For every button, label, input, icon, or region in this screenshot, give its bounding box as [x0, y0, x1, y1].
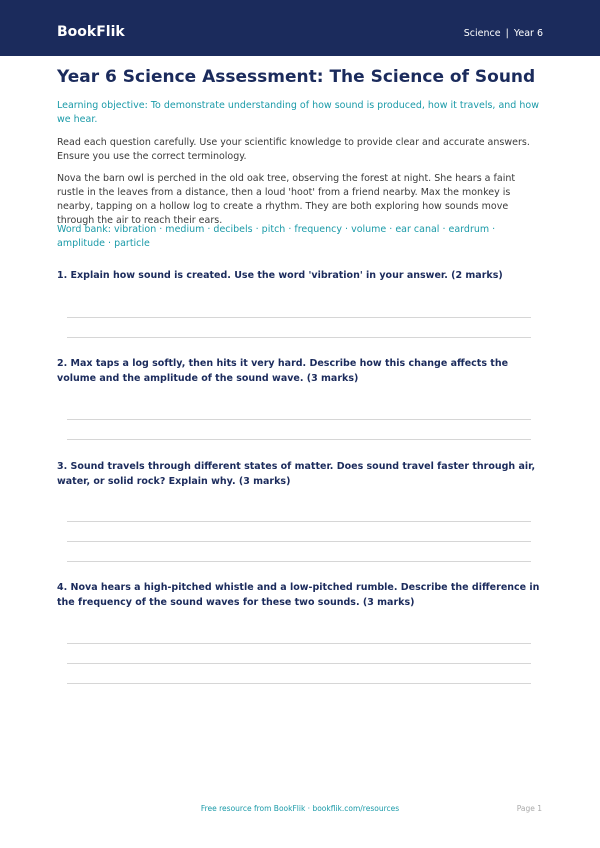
- answer-line-q2-2[interactable]: [67, 439, 531, 440]
- answer-line-q2-1[interactable]: [67, 419, 531, 420]
- page-title: Year 6 Science Assessment: The Science of Sound: [57, 67, 536, 87]
- learning-objective: Learning objective: To demonstrate understanding of how sound is produced, how it travels, and how we hear.: [57, 100, 539, 125]
- answer-line-q1-1[interactable]: [67, 317, 531, 318]
- scenario-text: Nova the barn owl is perched in the old oak tree, observing the forest at night. She hears a faint rustle in the leaves from a distance, then a loud 'hoot' from a friend nearby. Max the monkey is nearby, tapping on a hollow log to create a rhythm. They are both exploring how sounds move through the air to reach their ears.: [57, 173, 516, 226]
- page-number: Page 1: [516, 804, 542, 813]
- answer-line-q3-3[interactable]: [67, 561, 531, 562]
- page-footer: [0, 802, 600, 816]
- header-meta: [464, 27, 543, 41]
- question-1: 1. Explain how sound is created. Use the word 'vibration' in your answer. (2 marks): [57, 270, 503, 281]
- answer-line-q4-1[interactable]: [67, 643, 531, 644]
- question-4: 4. Nova hears a high-pitched whistle and a low-pitched rumble. Describe the difference in the frequency of the sound waves for these two sounds. (3 marks): [57, 582, 540, 608]
- answer-line-q4-2[interactable]: [67, 663, 531, 664]
- question-2: 2. Max taps a log softly, then hits it very hard. Describe how this change affects the volume and the amplitude of the sound wave. (3 marks): [57, 358, 509, 384]
- answer-line-q3-2[interactable]: [67, 541, 531, 542]
- question-3: 3. Sound travels through different states of matter. Does sound travel faster through air, water, or solid rock? Explain why. (3 marks): [57, 461, 536, 487]
- meta-separator: |: [505, 28, 509, 39]
- word-bank: Word bank: vibration · medium · decibels · pitch · frequency · volume · ear canal · eardrum · amplitude · particle: [57, 224, 496, 249]
- brand-logo: BookFlik: [57, 24, 125, 40]
- answer-line-q4-3[interactable]: [67, 683, 531, 684]
- year-label: Year 6: [513, 28, 543, 39]
- answer-line-q3-1[interactable]: [67, 521, 531, 522]
- page-header: [0, 0, 600, 56]
- answer-line-q1-2[interactable]: [67, 337, 531, 338]
- instructions-text: Read each question carefully. Use your scientific knowledge to provide clear and accurate answers. Ensure you use the correct terminology.: [57, 137, 530, 162]
- subject-label: Science: [463, 28, 501, 39]
- footer-link[interactable]: Free resource from BookFlik · bookflik.com/resources: [200, 804, 400, 813]
